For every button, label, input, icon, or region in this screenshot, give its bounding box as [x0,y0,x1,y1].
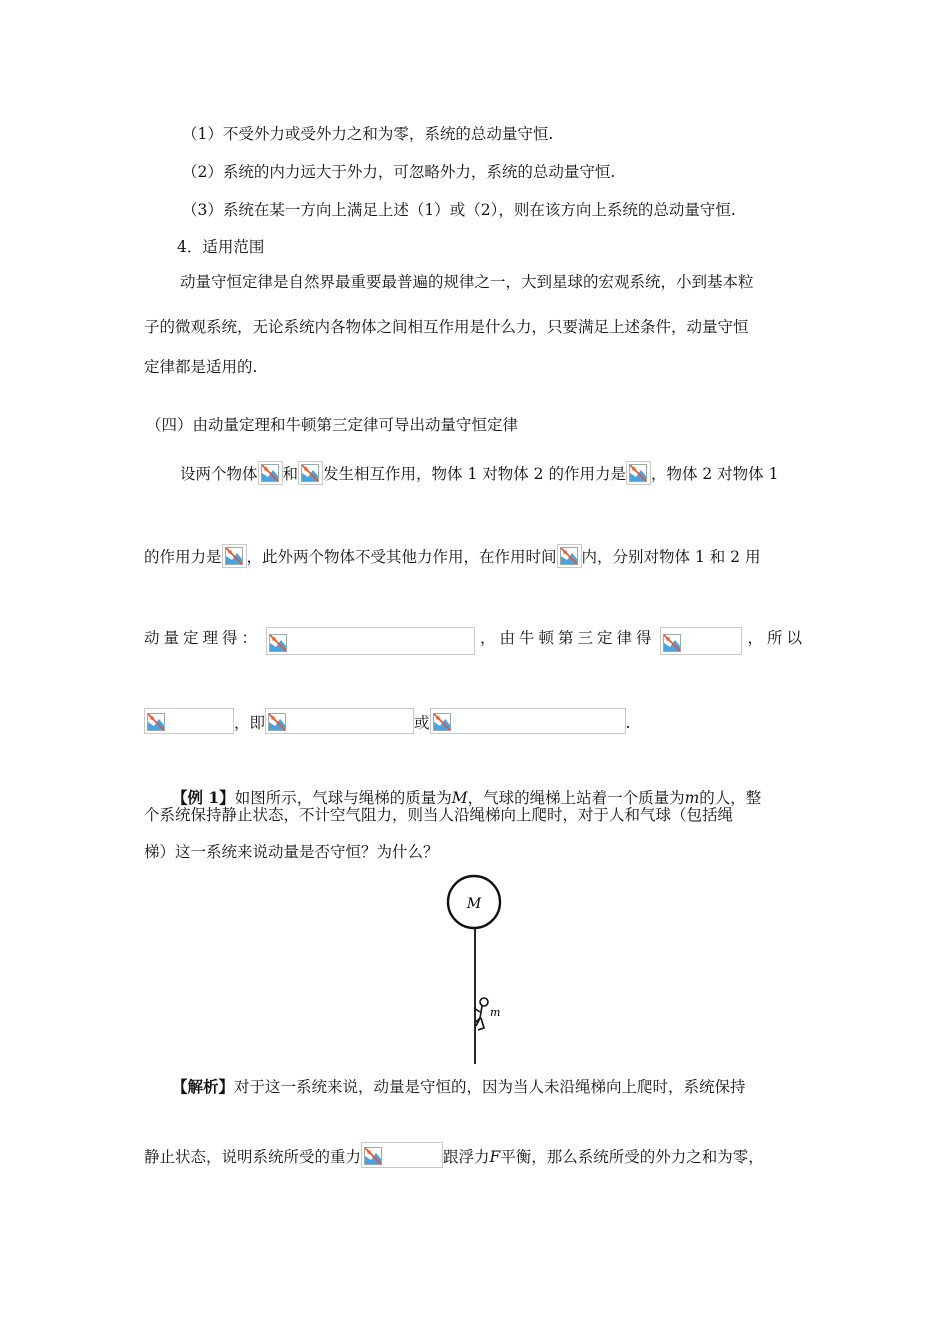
formula-image [266,627,475,655]
broken-image-icon [301,464,319,482]
force-symbol-F: F [489,1148,501,1166]
formula-image [144,708,234,734]
derivation-text: 动量定理得： [144,629,262,647]
derivation-text: ，即 [234,714,266,732]
formula-image [298,461,323,485]
analysis-line-1 [172,1076,746,1098]
broken-image-icon [663,634,681,652]
example-tag: 【例 1】 [172,788,235,807]
broken-image-icon [268,713,286,731]
broken-image-icon [364,1147,382,1165]
derivation-text: ，此外两个物体不受其他力作用，在作用时间 [246,548,557,566]
analysis-line-2 [144,1142,764,1168]
analysis-text: 静止状态，说明系统所受的重力 [144,1148,362,1166]
derivation-text: ，物体 2 对物体 1 [650,465,779,483]
example-text: 如图所示，气球与绳梯的质量为 [234,789,452,807]
broken-image-icon [560,547,578,565]
formula-image [265,708,414,734]
derivation-text: 的作用力是 [144,548,222,566]
derivation-line-4 [144,708,630,734]
example-text: ，气球的绳梯上站着一个质量为 [467,789,685,807]
derivation-line-2 [144,544,760,568]
analysis-text: 平衡，那么系统所受的外力之和为零， [500,1148,764,1166]
condition-2: （2）系统的内力远大于外力，可忽略外力，系统的总动量守恒. [182,163,616,181]
section-heading-scope: 4．适用范围 [177,238,265,256]
derivation-text: . [625,714,631,732]
derivation-text: 内，分别对物体 1 和 2 用 [581,548,761,566]
formula-image [557,544,582,568]
formula-image [626,461,651,485]
person-label: m [490,1006,501,1019]
formula-image [430,708,626,734]
balloon-label: M [466,896,482,912]
derivation-line-3 [144,627,806,655]
derivation-text: 设两个物体 [180,465,258,483]
mass-symbol-M: M [451,789,468,807]
person-figure [474,998,488,1030]
derivation-line-1 [180,461,778,485]
analysis-tag: 【解析】 [172,1077,235,1096]
balloon-ladder-figure [440,872,520,1068]
formula-image [222,544,247,568]
broken-image-icon [433,713,451,731]
analysis-text: 对于这一系统来说，动量是守恒的，因为当人未沿绳梯向上爬时，系统保持 [234,1078,746,1096]
mass-symbol-m: m [684,789,700,807]
derivation-text: ，由牛顿第三定律得 [479,629,656,647]
paragraph-line-3: 定律都是适用的. [144,358,258,376]
section-heading-derivation: （四）由动量定理和牛顿第三定律可导出动量守恒定律 [146,416,519,434]
example-line-3: 梯）这一系统来说动量是否守恒？为什么？ [144,843,439,861]
derivation-text: 或 [414,714,430,732]
paragraph-line-1: 动量守恒定律是自然界最重要最普遍的规律之一，大到星球的宏观系统，小到基本粒 [180,273,754,291]
broken-image-icon [225,547,243,565]
broken-image-icon [629,464,647,482]
derivation-text: 发生相互作用，物体 1 对物体 2 的作用力是 [323,465,626,483]
analysis-text: 跟浮力 [443,1148,490,1166]
derivation-text: ，所以 [747,629,806,647]
example-text: 的人，整 [699,789,762,807]
derivation-text: 和 [282,465,299,483]
broken-image-icon [147,713,165,731]
formula-image [361,1142,443,1168]
condition-3: （3）系统在某一方向上满足上述（1）或（2），则在该方向上系统的总动量守恒. [182,201,736,219]
formula-image [258,461,283,485]
broken-image-icon [269,634,287,652]
condition-1: （1）不受外力或受外力之和为零，系统的总动量守恒. [182,125,554,143]
formula-image [660,627,742,655]
broken-image-icon [261,464,279,482]
example-line-2: 个系统保持静止状态，不计空气阻力，则当人沿绳梯向上爬时，对于人和气球（包括绳 [144,806,734,824]
paragraph-line-2: 子的微观系统，无论系统内各物体之间相互作用是什么力，只要满足上述条件，动量守恒 [144,318,749,336]
